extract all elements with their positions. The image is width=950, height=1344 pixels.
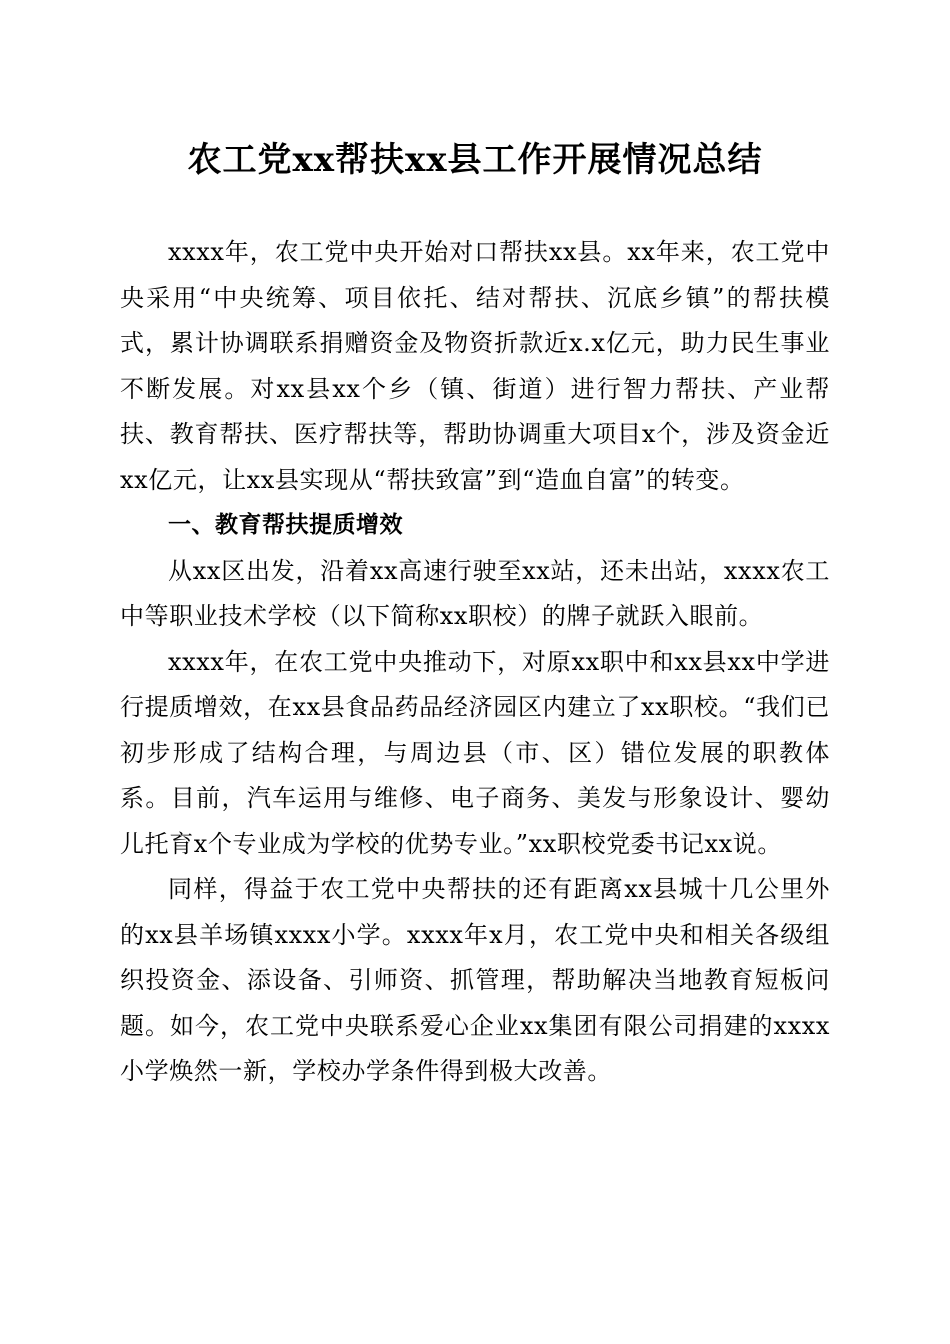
section-heading-education: 一、教育帮扶提质增效 (168, 512, 403, 538)
paragraph-intro: xxxx年，农工党中央开始对口帮扶xx县。xx年来，农工党中央采用“中央统筹、项目依托、结对帮扶、沉底乡镇”的帮扶模式，累计协调联系捐赠资金及物资折款近x.x亿元，助力民生事业不断发展。对xx县xx个乡（镇、街道）进行智力帮扶、产业帮扶、教育帮扶、医疗帮扶等，帮助协调重大项目x个，涉及资金近xx亿元，让xx县实现从“帮扶致富”到“造血自富”的转变。 (120, 238, 830, 494)
paragraph-vocational-school-upgrade: xxxx年，在农工党中央推动下，对原xx职中和xx县xx中学进行提质增效，在xx县食品药品经济园区内建立了xx职校。“我们已初步形成了结构合理，与周边县（市、区）错位发展的职教体系。目前，汽车运用与维修、电子商务、美发与形象设计、婴幼儿托育x个专业成为学校的优势专业。”xx职校党委书记xx说。 (120, 647, 830, 858)
paragraph-vocational-school-sign: 从xx区出发，沿着xx高速行驶至xx站，还未出站，xxxx农工中等职业技术学校（以下简称xx职校）的牌子就跃入眼前。 (120, 556, 830, 630)
paragraph-primary-school: 同样，得益于农工党中央帮扶的还有距离xx县城十几公里外的xx县羊场镇xxxx小学。xxxx年x月，农工党中央和相关各级组织投资金、添设备、引师资、抓管理，帮助解决当地教育短板问题。如今，农工党中央联系爱心企业xx集团有限公司捐建的xxxx小学焕然一新，学校办学条件得到极大改善。 (120, 875, 830, 1085)
document-body (120, 230, 830, 1095)
document-title: 农工党xx帮扶xx县工作开展情况总结 (187, 140, 763, 180)
